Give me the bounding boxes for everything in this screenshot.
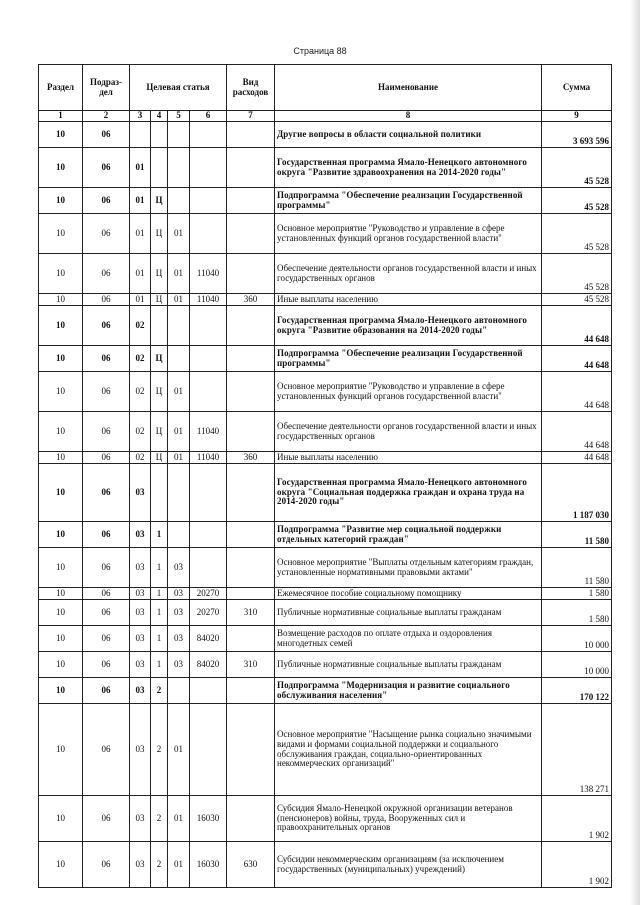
item-name-cell: Иные выплаты населению: [275, 452, 542, 464]
razdel-cell: 10: [39, 188, 83, 214]
subprogram-code-cell: 2: [151, 704, 168, 796]
table-row: [39, 704, 612, 796]
expense-type-cell: [227, 796, 275, 842]
program-code-cell: 02: [130, 346, 151, 372]
activity-code-cell: 01: [168, 214, 190, 254]
program-code-cell: 02: [130, 372, 151, 412]
subprogram-code-cell: 1: [151, 626, 168, 652]
amount-cell: 45 528: [542, 214, 612, 254]
subprogram-code-cell: 1: [151, 548, 168, 588]
expense-type-cell: [227, 522, 275, 548]
amount-cell: 11 580: [542, 522, 612, 548]
program-code-cell: 03: [130, 678, 151, 704]
podrazdel-cell: 06: [83, 452, 130, 464]
table-row: [39, 254, 612, 294]
subprogram-code-cell: Ц: [151, 372, 168, 412]
program-code-cell: 03: [130, 842, 151, 888]
subprogram-code-cell: 1: [151, 522, 168, 548]
table-row: [39, 188, 612, 214]
amount-cell: 45 528: [542, 294, 612, 306]
expense-type-cell: [227, 372, 275, 412]
table-row: [39, 294, 612, 306]
subprogram-code-cell: [151, 122, 168, 148]
activity-code-cell: 01: [168, 704, 190, 796]
program-code-cell: 03: [130, 548, 151, 588]
direction-code-cell: [190, 548, 227, 588]
program-code-cell: 03: [130, 796, 151, 842]
razdel-cell: 10: [39, 254, 83, 294]
header-naimenovanie: Наименование: [275, 65, 542, 111]
razdel-cell: 10: [39, 148, 83, 188]
amount-cell: 45 528: [542, 254, 612, 294]
expense-type-cell: [227, 188, 275, 214]
item-name-cell: Подпрограмма "Развитие мер социальной поддержки отдельных категорий граждан": [275, 522, 542, 548]
header-celevaya-statya: Целевая статья: [130, 65, 227, 111]
activity-code-cell: [168, 122, 190, 148]
expense-type-cell: [227, 678, 275, 704]
expense-type-cell: [227, 148, 275, 188]
expense-type-cell: 310: [227, 600, 275, 626]
razdel-cell: 10: [39, 306, 83, 346]
program-code-cell: 01: [130, 214, 151, 254]
table-row: [39, 346, 612, 372]
direction-code-cell: 20270: [190, 588, 227, 600]
razdel-cell: 10: [39, 704, 83, 796]
header-vid-rashodov: Вид расходов: [227, 65, 275, 111]
column-header-row: [39, 65, 612, 111]
podrazdel-cell: 06: [83, 842, 130, 888]
amount-cell: 11 580: [542, 548, 612, 588]
amount-cell: 45 528: [542, 148, 612, 188]
direction-code-cell: 11040: [190, 412, 227, 452]
activity-code-cell: 01: [168, 254, 190, 294]
item-name-cell: Подпрограмма "Обеспечение реализации Государственной программы": [275, 346, 542, 372]
expense-type-cell: [227, 704, 275, 796]
table-row: [39, 600, 612, 626]
activity-code-cell: 01: [168, 452, 190, 464]
subprogram-code-cell: Ц: [151, 294, 168, 306]
index-cell: 2: [83, 111, 130, 122]
podrazdel-cell: 06: [83, 372, 130, 412]
subprogram-code-cell: Ц: [151, 452, 168, 464]
item-name-cell: Обеспечение деятельности органов государственной власти и иных государственных органов: [275, 412, 542, 452]
razdel-cell: 10: [39, 412, 83, 452]
direction-code-cell: 11040: [190, 294, 227, 306]
direction-code-cell: 16030: [190, 842, 227, 888]
table-row: [39, 306, 612, 346]
subprogram-code-cell: Ц: [151, 254, 168, 294]
podrazdel-cell: 06: [83, 652, 130, 678]
razdel-cell: 10: [39, 796, 83, 842]
program-code-cell: 03: [130, 652, 151, 678]
item-name-cell: Основное мероприятие "Выплаты отдельным категориям граждан, установленные нормативными правовыми актами": [275, 548, 542, 588]
amount-cell: 44 648: [542, 412, 612, 452]
activity-code-cell: [168, 188, 190, 214]
activity-code-cell: 03: [168, 588, 190, 600]
table-row: [39, 588, 612, 600]
budget-table: [38, 64, 612, 888]
subprogram-code-cell: Ц: [151, 188, 168, 214]
amount-cell: 1 902: [542, 842, 612, 888]
header-razdel: Раздел: [39, 65, 83, 111]
expense-type-cell: [227, 588, 275, 600]
item-name-cell: Ежемесячное пособие социальному помощнику: [275, 588, 542, 600]
program-code-cell: 03: [130, 588, 151, 600]
expense-type-cell: 630: [227, 842, 275, 888]
table-row: [39, 122, 612, 148]
amount-cell: 44 648: [542, 306, 612, 346]
direction-code-cell: [190, 188, 227, 214]
subprogram-code-cell: 1: [151, 588, 168, 600]
podrazdel-cell: 06: [83, 214, 130, 254]
table-row: [39, 464, 612, 522]
program-code-cell: 01: [130, 188, 151, 214]
header-summa: Сумма: [542, 65, 612, 111]
subprogram-code-cell: 2: [151, 678, 168, 704]
table-row: [39, 678, 612, 704]
razdel-cell: 10: [39, 652, 83, 678]
amount-cell: 1 580: [542, 600, 612, 626]
item-name-cell: Публичные нормативные социальные выплаты гражданам: [275, 652, 542, 678]
direction-code-cell: 11040: [190, 452, 227, 464]
subprogram-code-cell: [151, 306, 168, 346]
program-code-cell: 01: [130, 254, 151, 294]
amount-cell: 45 528: [542, 188, 612, 214]
item-name-cell: Подпрограмма "Обеспечение реализации Государственной программы": [275, 188, 542, 214]
activity-code-cell: 03: [168, 600, 190, 626]
item-name-cell: Возмещение расходов по оплате отдыха и оздоровления многодетных семей: [275, 626, 542, 652]
subprogram-code-cell: 1: [151, 652, 168, 678]
direction-code-cell: 84020: [190, 652, 227, 678]
table-row: [39, 412, 612, 452]
index-cell: 6: [190, 111, 227, 122]
amount-cell: 44 648: [542, 372, 612, 412]
razdel-cell: 10: [39, 464, 83, 522]
budget-table-body: [39, 122, 612, 888]
expense-type-cell: [227, 548, 275, 588]
item-name-cell: Основное мероприятие "Руководство и управление в сфере установленных функций органов государственной власти": [275, 214, 542, 254]
activity-code-cell: 03: [168, 548, 190, 588]
subprogram-code-cell: Ц: [151, 346, 168, 372]
direction-code-cell: [190, 678, 227, 704]
direction-code-cell: 20270: [190, 600, 227, 626]
index-cell: 8: [275, 111, 542, 122]
expense-type-cell: 360: [227, 452, 275, 464]
page-number-header: Страница 88: [293, 46, 347, 56]
razdel-cell: 10: [39, 626, 83, 652]
table-row: [39, 452, 612, 464]
activity-code-cell: [168, 148, 190, 188]
amount-cell: 1 187 030: [542, 464, 612, 522]
razdel-cell: 10: [39, 214, 83, 254]
podrazdel-cell: 06: [83, 626, 130, 652]
program-code-cell: 02: [130, 452, 151, 464]
razdel-cell: 10: [39, 842, 83, 888]
direction-code-cell: [190, 522, 227, 548]
program-code-cell: 02: [130, 306, 151, 346]
razdel-cell: 10: [39, 372, 83, 412]
column-index-row: [39, 111, 612, 122]
podrazdel-cell: 06: [83, 412, 130, 452]
expense-type-cell: [227, 306, 275, 346]
expense-type-cell: [227, 214, 275, 254]
table-row: [39, 372, 612, 412]
program-code-cell: 01: [130, 294, 151, 306]
amount-cell: 138 271: [542, 704, 612, 796]
table-row: [39, 548, 612, 588]
amount-cell: 3 693 596: [542, 122, 612, 148]
direction-code-cell: [190, 214, 227, 254]
direction-code-cell: [190, 306, 227, 346]
activity-code-cell: 03: [168, 652, 190, 678]
direction-code-cell: 16030: [190, 796, 227, 842]
index-cell: 1: [39, 111, 83, 122]
expense-type-cell: 360: [227, 294, 275, 306]
subprogram-code-cell: 2: [151, 796, 168, 842]
program-code-cell: 03: [130, 704, 151, 796]
item-name-cell: Другие вопросы в области социальной политики: [275, 122, 542, 148]
activity-code-cell: [168, 678, 190, 704]
direction-code-cell: 11040: [190, 254, 227, 294]
podrazdel-cell: 06: [83, 122, 130, 148]
index-cell: 7: [227, 111, 275, 122]
program-code-cell: 03: [130, 464, 151, 522]
activity-code-cell: [168, 346, 190, 372]
podrazdel-cell: 06: [83, 522, 130, 548]
razdel-cell: 10: [39, 122, 83, 148]
subprogram-code-cell: 2: [151, 842, 168, 888]
subprogram-code-cell: Ц: [151, 214, 168, 254]
subprogram-code-cell: [151, 464, 168, 522]
table-row: [39, 652, 612, 678]
podrazdel-cell: 06: [83, 704, 130, 796]
expense-type-cell: [227, 412, 275, 452]
activity-code-cell: [168, 306, 190, 346]
direction-code-cell: [190, 464, 227, 522]
program-code-cell: 02: [130, 412, 151, 452]
amount-cell: 1 580: [542, 588, 612, 600]
item-name-cell: Государственная программа Ямало-Ненецкого автономного округа "Развитие образования на 2014-2020 годы": [275, 306, 542, 346]
table-row: [39, 148, 612, 188]
program-code-cell: 01: [130, 148, 151, 188]
item-name-cell: Субсидии некоммерческим организациям (за исключением государственных (муниципальных) учреждений): [275, 842, 542, 888]
activity-code-cell: 03: [168, 626, 190, 652]
index-cell: 5: [168, 111, 190, 122]
table-row: [39, 626, 612, 652]
amount-cell: 44 648: [542, 452, 612, 464]
podrazdel-cell: 06: [83, 148, 130, 188]
activity-code-cell: 01: [168, 796, 190, 842]
item-name-cell: Основное мероприятие "Руководство и управление в сфере установленных функций органов государственной власти": [275, 372, 542, 412]
direction-code-cell: [190, 704, 227, 796]
activity-code-cell: [168, 464, 190, 522]
podrazdel-cell: 06: [83, 306, 130, 346]
item-name-cell: Субсидия Ямало-Ненецкой окружной организации ветеранов (пенсионеров) войны, труда, Вооруженных сил и правоохранительных органов: [275, 796, 542, 842]
razdel-cell: 10: [39, 522, 83, 548]
expense-type-cell: [227, 122, 275, 148]
index-cell: 9: [542, 111, 612, 122]
amount-cell: 10 000: [542, 626, 612, 652]
podrazdel-cell: 06: [83, 188, 130, 214]
razdel-cell: 10: [39, 600, 83, 626]
subprogram-code-cell: 1: [151, 600, 168, 626]
podrazdel-cell: 06: [83, 346, 130, 372]
direction-code-cell: [190, 148, 227, 188]
scan-binding-edge: [630, 0, 640, 905]
razdel-cell: 10: [39, 346, 83, 372]
podrazdel-cell: 06: [83, 678, 130, 704]
item-name-cell: Государственная программа Ямало-Ненецкого автономного округа "Социальная поддержка граждан и охрана труда на 2014-2020 годы": [275, 464, 542, 522]
razdel-cell: 10: [39, 452, 83, 464]
item-name-cell: Обеспечение деятельности органов государственной власти и иных государственных органов: [275, 254, 542, 294]
expense-type-cell: [227, 626, 275, 652]
podrazdel-cell: 06: [83, 600, 130, 626]
expense-type-cell: [227, 464, 275, 522]
table-row: [39, 522, 612, 548]
razdel-cell: 10: [39, 678, 83, 704]
direction-code-cell: [190, 372, 227, 412]
activity-code-cell: 01: [168, 294, 190, 306]
index-cell: 4: [151, 111, 168, 122]
subprogram-code-cell: [151, 148, 168, 188]
program-code-cell: 03: [130, 522, 151, 548]
direction-code-cell: [190, 346, 227, 372]
header-podrazdel: Подраз-дел: [83, 65, 130, 111]
podrazdel-cell: 06: [83, 548, 130, 588]
item-name-cell: Подпрограмма "Модернизация и развитие социального обслуживания населения": [275, 678, 542, 704]
podrazdel-cell: 06: [83, 464, 130, 522]
amount-cell: 44 648: [542, 346, 612, 372]
activity-code-cell: 01: [168, 372, 190, 412]
podrazdel-cell: 06: [83, 796, 130, 842]
razdel-cell: 10: [39, 548, 83, 588]
podrazdel-cell: 06: [83, 588, 130, 600]
expense-type-cell: 310: [227, 652, 275, 678]
activity-code-cell: 01: [168, 412, 190, 452]
program-code-cell: [130, 122, 151, 148]
razdel-cell: 10: [39, 294, 83, 306]
index-cell: 3: [130, 111, 151, 122]
item-name-cell: Государственная программа Ямало-Ненецкого автономного округа "Развитие здравоохранения на 2014-2020 годы": [275, 148, 542, 188]
program-code-cell: 03: [130, 626, 151, 652]
table-row: [39, 796, 612, 842]
item-name-cell: Иные выплаты населению: [275, 294, 542, 306]
table-row: [39, 842, 612, 888]
direction-code-cell: [190, 122, 227, 148]
item-name-cell: Публичные нормативные социальные выплаты гражданам: [275, 600, 542, 626]
activity-code-cell: 01: [168, 842, 190, 888]
direction-code-cell: 84020: [190, 626, 227, 652]
expense-type-cell: [227, 346, 275, 372]
podrazdel-cell: 06: [83, 254, 130, 294]
table-row: [39, 214, 612, 254]
item-name-cell: Основное мероприятие "Насыщение рынка социально значимыми видами и формами социальной поддержки и социального обслуживания граждан, социально-ориентированных некоммерческих организаций": [275, 704, 542, 796]
expense-type-cell: [227, 254, 275, 294]
amount-cell: 170 122: [542, 678, 612, 704]
amount-cell: 1 902: [542, 796, 612, 842]
razdel-cell: 10: [39, 588, 83, 600]
amount-cell: 10 000: [542, 652, 612, 678]
program-code-cell: 03: [130, 600, 151, 626]
podrazdel-cell: 06: [83, 294, 130, 306]
subprogram-code-cell: Ц: [151, 412, 168, 452]
activity-code-cell: [168, 522, 190, 548]
